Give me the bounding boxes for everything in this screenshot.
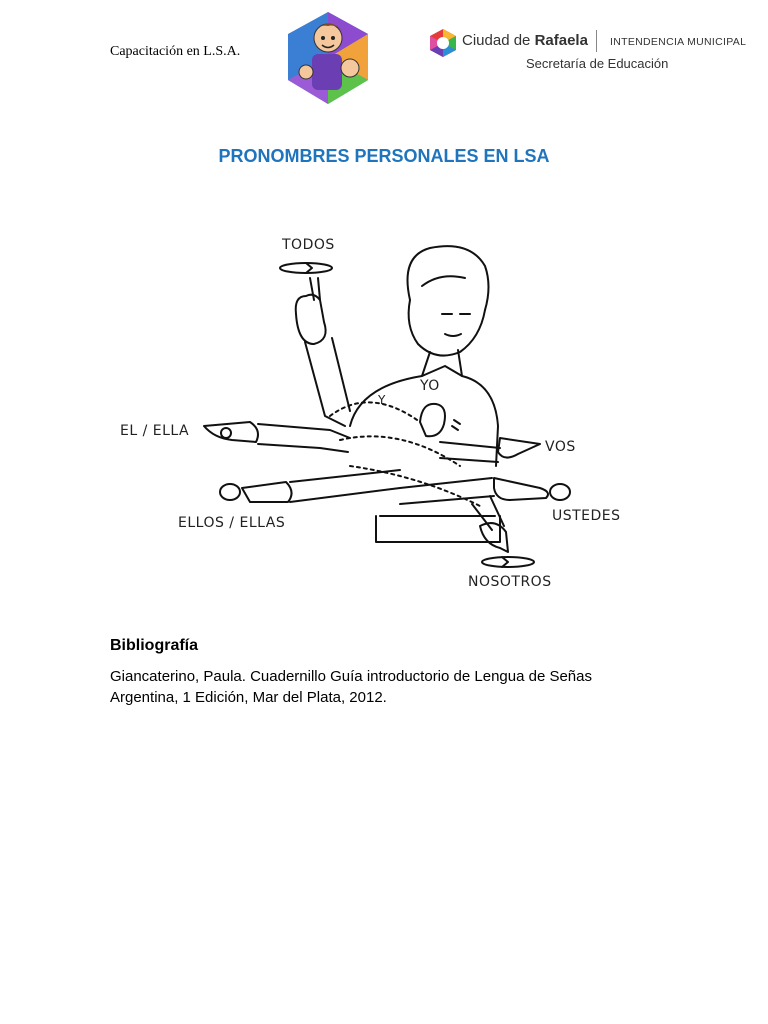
logo-secretariat: Secretaría de Educación bbox=[526, 56, 669, 71]
label-nosotros: NOSOTROS bbox=[468, 574, 552, 590]
logo-city-name: Ciudad de Rafaela bbox=[462, 32, 588, 49]
bibliography-line-1: Giancaterino, Paula. Cuadernillo Guía introductorio de Lengua de Señas bbox=[110, 668, 592, 685]
rafaela-logo bbox=[420, 22, 750, 82]
bibliography-entry bbox=[110, 666, 670, 708]
bibliography-heading: Bibliografía bbox=[110, 637, 199, 654]
label-y: Y bbox=[378, 393, 386, 407]
city-logo-icon bbox=[428, 28, 458, 58]
pronouns-illustration bbox=[100, 226, 640, 606]
logo-divider bbox=[596, 30, 597, 52]
label-vos: VOS bbox=[545, 439, 576, 455]
sign-language-mascot-image bbox=[284, 10, 372, 106]
course-label: Capacitación en L.S.A. bbox=[110, 44, 241, 59]
label-yo: YO bbox=[420, 378, 440, 394]
signing-person-drawing bbox=[100, 226, 640, 606]
logo-department: INTENDENCIA MUNICIPAL bbox=[610, 36, 747, 48]
page-title: PRONOMBRES PERSONALES EN LSA bbox=[218, 146, 550, 166]
bibliography-line-2: Argentina, 1 Edición, Mar del Plata, 2012. bbox=[110, 689, 387, 706]
label-ustedes: USTEDES bbox=[552, 508, 621, 524]
label-el-ella: EL / ELLA bbox=[120, 423, 190, 439]
label-ellos-ellas: ELLOS / ELLAS bbox=[178, 515, 286, 531]
label-todos: TODOS bbox=[282, 237, 335, 253]
